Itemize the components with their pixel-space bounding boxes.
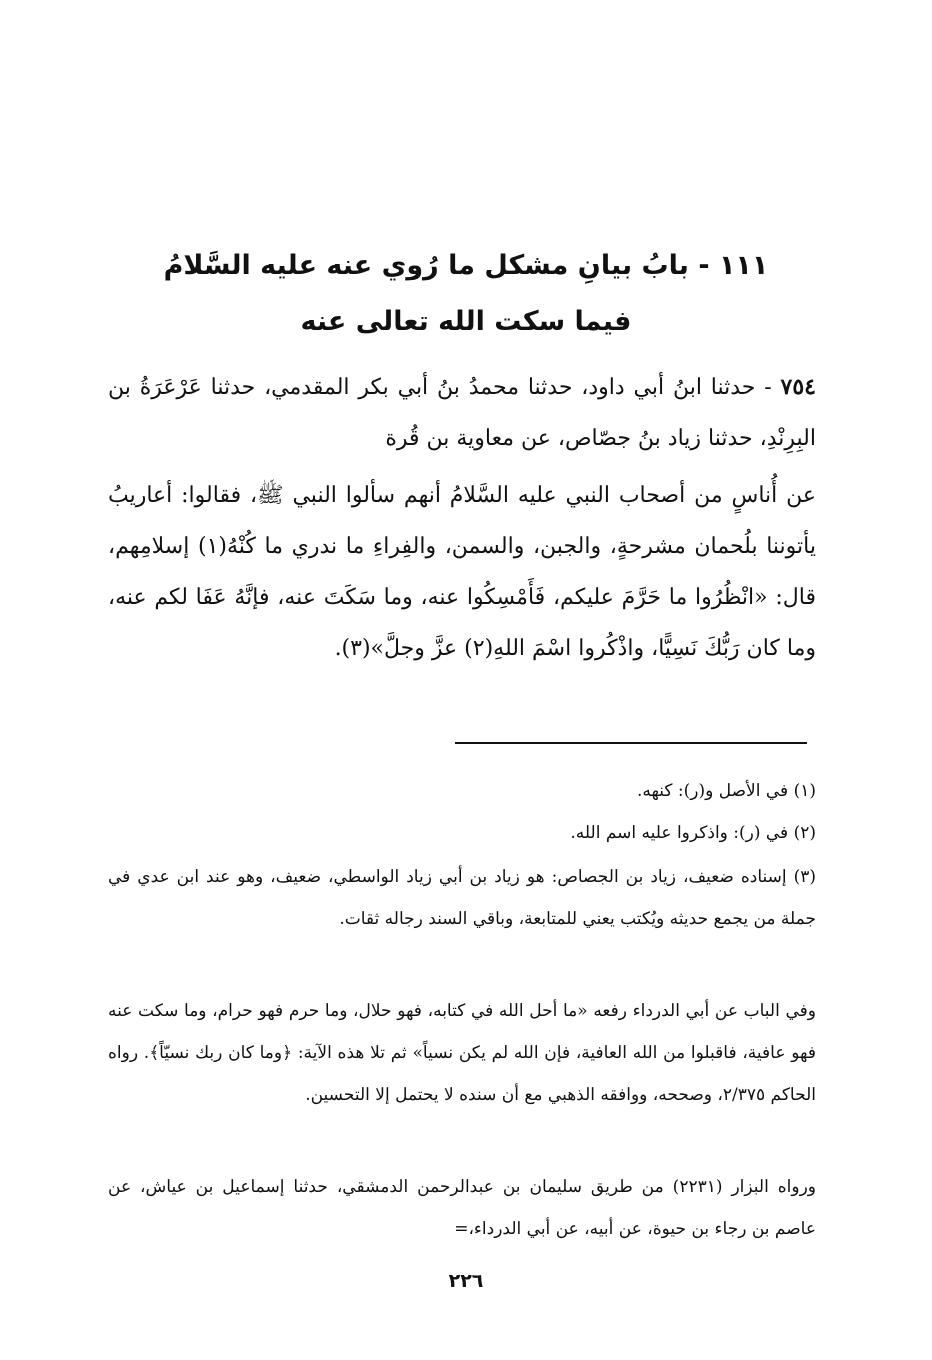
hadith-isnad-text: - حدثنا ابنُ أبي داود، حدثنا محمدُ بنُ أبي بكر المقدمي، حدثنا عَرْعَرَةُ بن البِرِنْدِ، حدثنا زياد بنُ جصّاص، عن معاوية بن قُرة (108, 375, 816, 451)
footnote-3-continued: وفي الباب عن أبي الدرداء رفعه «ما أحل الله في كتابه، فهو حلال، وما حرم فهو حرام، وما سكت عنه فهو عافية، فاقبلوا من الله العافية، فإن الله لم يكن نسياً» ثم تلا هذه الآية: ﴿وما كان ربك نسيّاً﴾. رواه الحاكم ٢/٣٧٥، وصححه، ووافقه الذهبي مع أن سنده لا يحتمل إلا التحسين. (108, 1001, 816, 1105)
footnote-1: (١) في الأصل و(ر): كنهه. (636, 781, 816, 801)
hadith-number: ٧٥٤ (780, 374, 816, 400)
footnote-2: (٢) في (ر): واذكروا عليه اسم الله. (570, 823, 816, 843)
chapter-title: ١١١ - بابُ بيانِ مشكل ما رُوي عنه عليه السَّلامُ (163, 250, 769, 281)
footnote-3-bazzar: ورواه البزار (٢٢٣١) من طريق سليمان بن عبدالرحمن الدمشقي، حدثنا إسماعيل بن عياش، عن عاصم بن رجاء بن حيوة، عن أبيه، عن أبي الدرداء،= (108, 1177, 817, 1239)
page-number: ٢٢٦ (448, 1270, 484, 1292)
hadith-isnad (108, 362, 816, 464)
chapter-subtitle: فيما سكت الله تعالى عنه (300, 306, 632, 337)
hadith-matn: عن أُناسٍ من أصحاب النبي عليه السَّلامُ أنهم سألوا النبي ﷺ، فقالوا: أعاريبُ يأتوننا بلُحمان مشرحةٍ، والجبن، والسمن، والفِراءِ ما ندري ما كُنْهُ(١) إسلامِهم، قال: «انْظُرُوا ما حَرَّمَ عليكم، فَأَمْسِكُوا عنه، وما سَكَتَ عنه، فإنَّهُ عَفَا لكم عنه، وما كان رَبُّكَ نَسِيًّا، واذْكُروا اسْمَ اللهِ(٢) عزَّ وجلَّ»(٣). (108, 483, 816, 661)
footnote-divider (455, 742, 807, 744)
footnote-3: (٣) إسناده ضعيف، زياد بن الجصاص: هو زياد بن أبي زياد الواسطي، ضعيف، وهو عند ابن عدي في جملة من يجمع حديثه ويُكتب يعني للمتابعة، وباقي السند رجاله ثقات. (108, 867, 816, 929)
